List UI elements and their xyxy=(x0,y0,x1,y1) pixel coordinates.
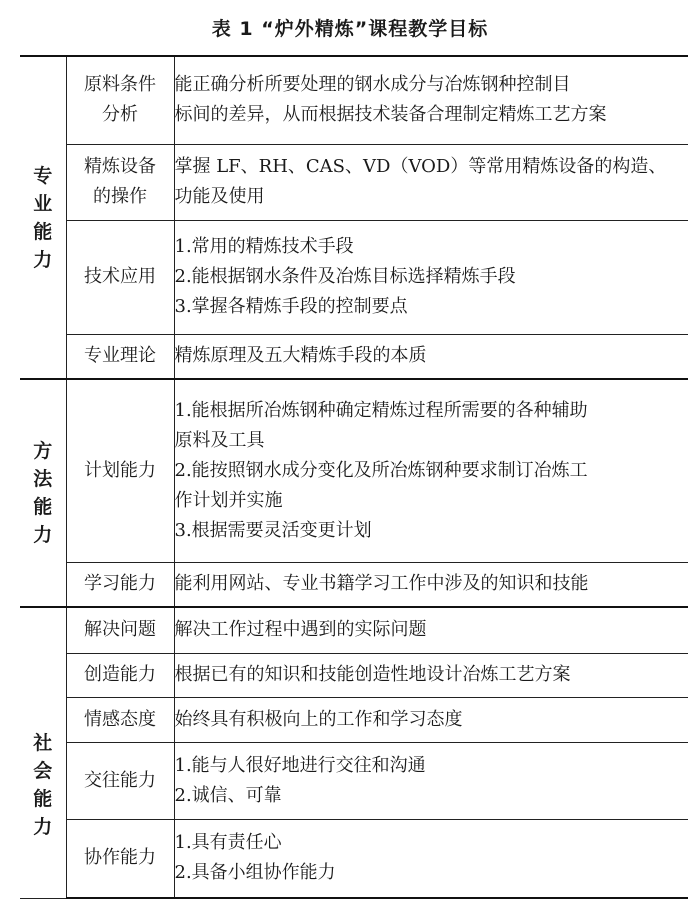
description-cell: 始终具有积极向上的工作和学习态度 xyxy=(174,697,688,742)
category-cell-social: 社 会 能 力 xyxy=(20,607,66,898)
table-row xyxy=(20,697,688,742)
table-row xyxy=(20,220,688,334)
item-cell: 协作能力 xyxy=(66,819,174,898)
table-row xyxy=(20,653,688,697)
item-cell: 情感态度 xyxy=(66,697,174,742)
table-row xyxy=(20,607,688,653)
description-cell: 能正确分析所要处理的钢水成分与冶炼钢种控制目 标间的差异，从而根据技术装备合理制定精炼工艺方案 xyxy=(174,56,688,144)
item-cell: 计划能力 xyxy=(66,379,174,562)
item-cell: 专业理论 xyxy=(66,334,174,379)
description-cell: 1.具有责任心 2.具备小组协作能力 xyxy=(174,819,688,898)
table-row xyxy=(20,742,688,819)
description-cell: 1.能与人很好地进行交往和沟通 2.诚信、可靠 xyxy=(174,742,688,819)
description-cell: 掌握 LF、RH、CAS、VD（VOD）等常用精炼设备的构造、 功能及使用 xyxy=(174,144,688,220)
table-row xyxy=(20,379,688,562)
item-cell: 解决问题 xyxy=(66,607,174,653)
table-row xyxy=(20,334,688,379)
objectives-table xyxy=(20,55,688,899)
description-cell: 根据已有的知识和技能创造性地设计冶炼工艺方案 xyxy=(174,653,688,697)
item-cell: 交往能力 xyxy=(66,742,174,819)
description-cell: 1.常用的精炼技术手段 2.能根据钢水条件及冶炼目标选择精炼手段 3.掌握各精炼手段的控制要点 xyxy=(174,220,688,334)
table-row xyxy=(20,56,688,144)
item-cell: 技术应用 xyxy=(66,220,174,334)
description-cell: 解决工作过程中遇到的实际问题 xyxy=(174,607,688,653)
item-cell: 创造能力 xyxy=(66,653,174,697)
item-cell: 原料条件 分析 xyxy=(66,56,174,144)
item-cell: 精炼设备 的操作 xyxy=(66,144,174,220)
description-cell: 1.能根据所冶炼钢种确定精炼过程所需要的各种辅助 原料及工具 2.能按照钢水成分变化及所冶炼钢种要求制订冶炼工 作计划并实施 3.根据需要灵活变更计划 xyxy=(174,379,688,562)
category-cell-method: 方 法 能 力 xyxy=(20,379,66,607)
table-row xyxy=(20,144,688,220)
item-cell: 学习能力 xyxy=(66,562,174,607)
table-title: 表 1 “炉外精炼”课程教学目标 xyxy=(211,18,489,40)
table-row xyxy=(20,819,688,898)
table-row xyxy=(20,562,688,607)
description-cell: 精炼原理及五大精炼手段的本质 xyxy=(174,334,688,379)
description-cell: 能利用网站、专业书籍学习工作中涉及的知识和技能 xyxy=(174,562,688,607)
category-cell-professional: 专 业 能 力 xyxy=(20,56,66,379)
